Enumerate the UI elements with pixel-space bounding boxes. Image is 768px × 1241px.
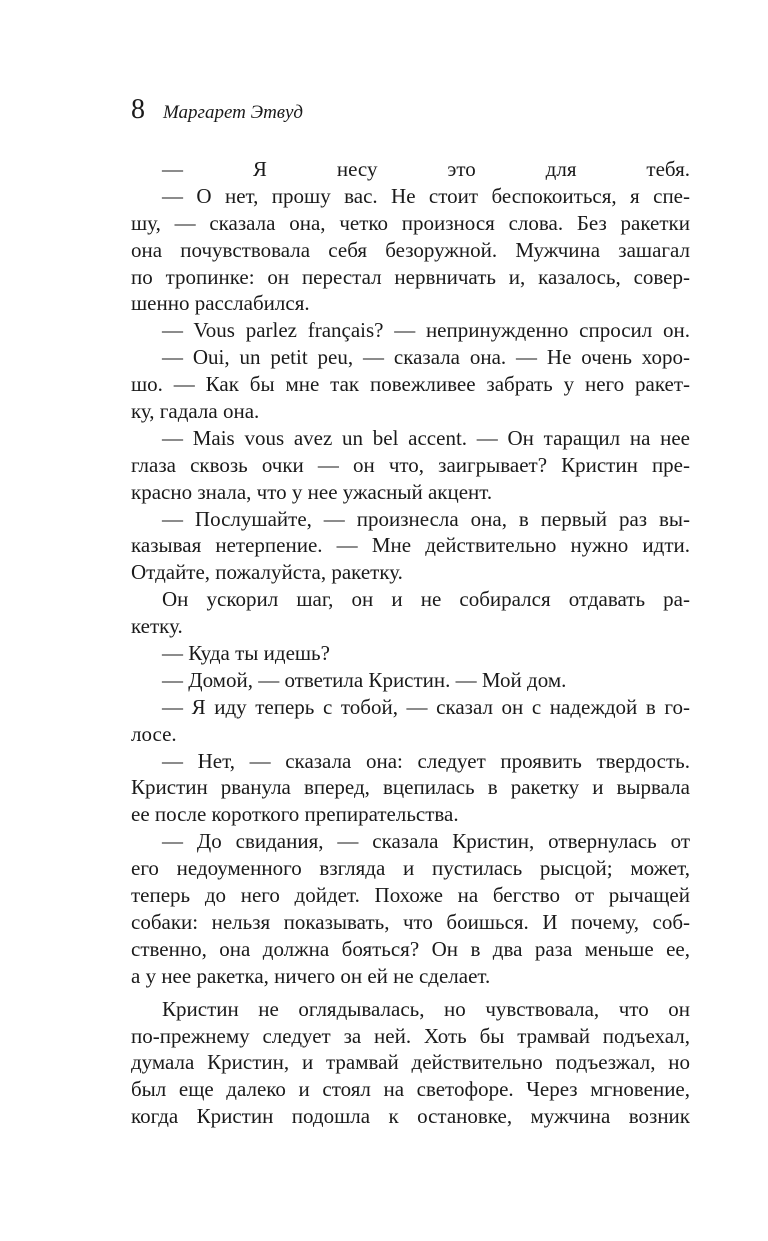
page-number: 8 [131, 94, 145, 125]
text-line: — Я иду теперь с тобой, — сказал он с надеждой в го- [162, 694, 690, 719]
text-line: — Mais vous avez un bel accent. — Он таращил на нее [162, 425, 690, 450]
text-line: шу, — сказала она, четко произнося слова. Без ракетки [131, 210, 690, 235]
text-line: собаки: нельзя показывать, что боишься. И почему, соб- [131, 909, 690, 934]
text-line: — Oui, un petit peu, — сказала она. — Не очень хоро- [162, 345, 690, 370]
text-line: она почувствовала себя безоружной. Мужчина зашагал [131, 237, 690, 262]
text-line: — Нет, — сказала она: следует проявить твердость. [162, 748, 690, 773]
text-line: — Послушайте, — произнесла она, в первый раз вы- [162, 506, 690, 531]
text-line: теперь до него дойдет. Похоже на бегство от рычащей [131, 883, 690, 908]
text-line: шенно расслабился. [131, 291, 310, 316]
text-line: — Я несу это для тебя. [162, 157, 690, 181]
text-line: — Vous parlez français? — непринужденно спросил он. [162, 318, 690, 343]
text-line: кетку. [131, 614, 183, 639]
text-line: думала Кристин, и трамвай действительно подъезжал, но [131, 1050, 690, 1075]
text-line: — Куда ты идешь? [162, 641, 330, 666]
text-line: шо. — Как бы мне так повежливее забрать у него ракет- [131, 372, 690, 397]
text-line: его недоуменного взгляда и пустилась рысцой; может, [131, 856, 690, 881]
text-line: красно знала, что у нее ужасный акцент. [131, 479, 493, 504]
text-line: ку, гадала она. [131, 399, 260, 424]
text-line: был еще далеко и стоял на светофоре. Через мгновение, [131, 1077, 690, 1102]
text-line: лосе. [131, 721, 177, 746]
text-line: Кристин не оглядывалась, но чувствовала, что он [162, 996, 690, 1021]
text-line: глаза сквозь очки — он что, заигрывает? Кристин пре- [131, 452, 690, 477]
text-line: когда Кристин подошла к остановке, мужчина возник [131, 1104, 690, 1129]
text-line: — О нет, прошу вас. Не стоит беспокоиться, я спе- [162, 183, 690, 208]
text-line: ее после короткого препирательства. [131, 802, 459, 827]
text-line: казывая нетерпение. — Мне действительно нужно идти. [131, 533, 690, 558]
text-line: — До свидания, — сказала Кристин, отвернулась от [162, 829, 690, 854]
text-line: Он ускорил шаг, он и не собирался отдавать ра- [162, 587, 690, 612]
text-line: по-прежнему следует за ней. Хоть бы трамвай подъехал, [131, 1023, 690, 1048]
text-line: — Домой, — ответила Кристин. — Мой дом. [162, 667, 567, 692]
running-head [131, 94, 303, 128]
text-line: ственно, она должна бояться? Он в два раза меньше ее, [131, 936, 690, 961]
text-line: по тропинке: он перестал нервничать и, казалось, совер- [131, 264, 690, 289]
body-text [131, 156, 690, 1130]
text-line: Отдайте, пожалуйста, ракетку. [131, 560, 403, 585]
running-head-author: Маргарет Этвуд [163, 102, 304, 123]
text-line: Кристин рванула вперед, вцепилась в ракетку и вырвала [131, 775, 690, 800]
text-line: а у нее ракетка, ничего он ей не сделает. [131, 963, 491, 988]
